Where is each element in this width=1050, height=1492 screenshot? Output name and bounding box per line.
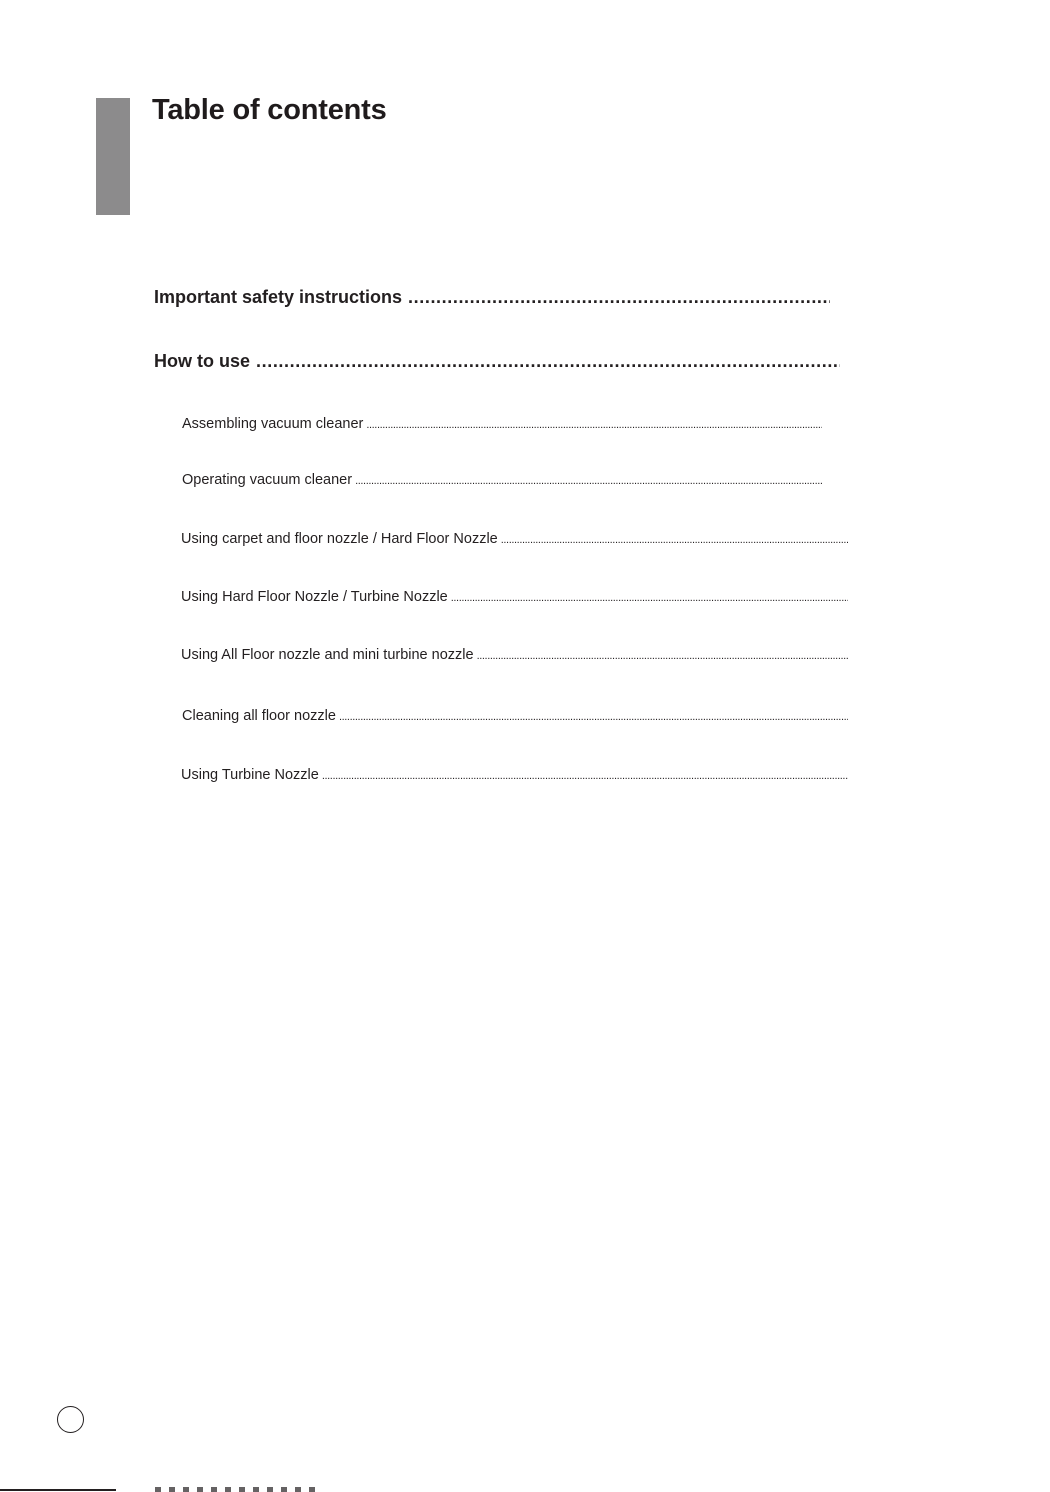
toc-entry-operating[interactable] [182,472,822,488]
toc-entry-label: How to use [154,351,251,371]
dot-leader [256,351,840,372]
dot-leader [408,287,830,308]
dot-leader [322,767,848,783]
toc-entry-hard-floor-turbine[interactable] [181,589,848,605]
toc-entry-carpet-floor-nozzle[interactable] [181,531,848,547]
dot-leader [355,472,822,488]
print-registration-marks [155,1487,315,1492]
toc-entry-label: Operating vacuum cleaner [182,472,353,488]
toc-entry-cleaning-all-floor[interactable] [182,708,848,724]
toc-entry-label: Assembling vacuum cleaner [182,416,364,432]
section-side-tab [96,98,130,215]
toc-entry-label: Using Hard Floor Nozzle / Turbine Nozzle [181,589,448,605]
toc-entry-assembling[interactable] [182,416,822,432]
toc-entry-label: Using All Floor nozzle and mini turbine nozzle [181,647,474,663]
bottom-rule [0,1489,116,1491]
dot-leader [366,416,822,432]
dot-leader [501,531,848,547]
toc-entry-turbine-nozzle[interactable] [181,767,848,783]
toc-entry-how-to-use[interactable] [154,351,840,372]
page-number-circle [57,1406,84,1433]
page-title: Table of contents [152,94,387,126]
toc-entry-label: Using carpet and floor nozzle / Hard Floor Nozzle [181,531,498,547]
dot-leader [451,589,848,605]
dot-leader [477,647,848,663]
toc-entry-label: Important safety instructions [154,287,403,307]
dot-leader [339,708,848,724]
toc-entry-label: Cleaning all floor nozzle [182,708,336,724]
toc-entry-all-floor-mini-turbine[interactable] [181,647,848,663]
toc-entry-label: Using Turbine Nozzle [181,767,319,783]
toc-entry-safety-instructions[interactable] [154,287,830,308]
